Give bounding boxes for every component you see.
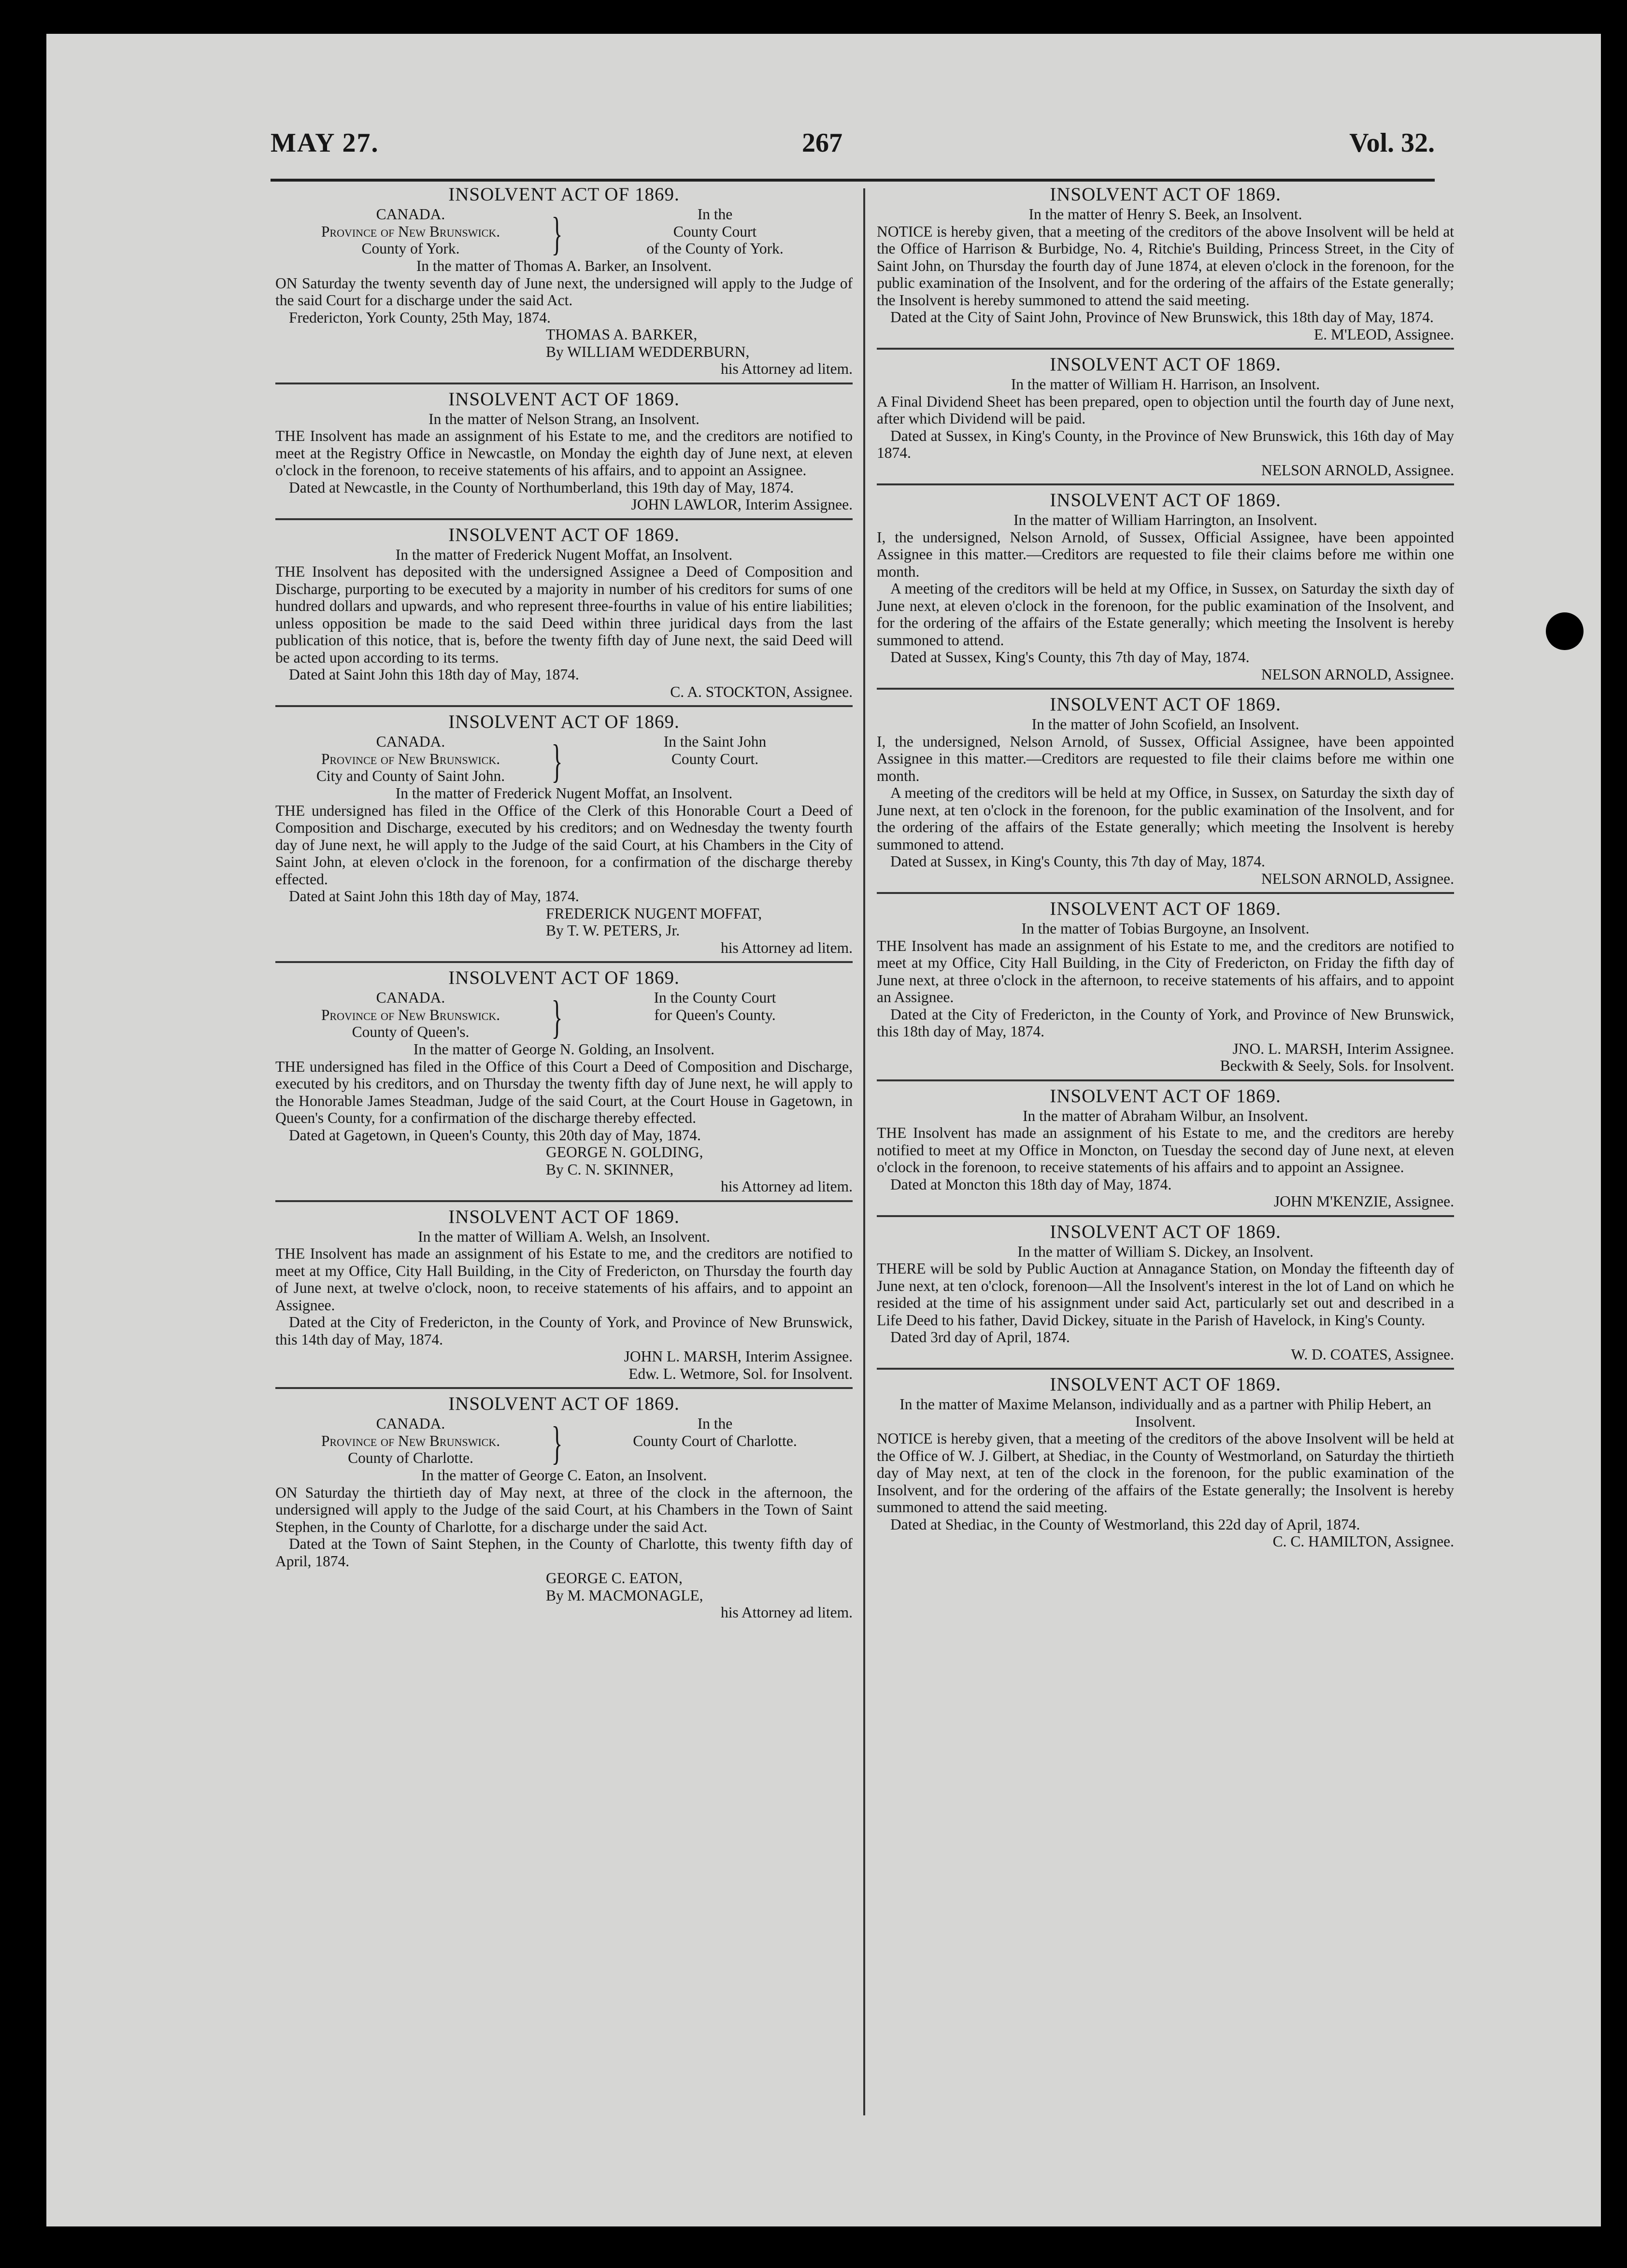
notice-matter: In the matter of George N. Golding, an Insolvent. bbox=[413, 1041, 715, 1058]
notice-matter: In the matter of Abraham Wilbur, an Insolvent. bbox=[1023, 1107, 1308, 1124]
notice-body: ON Saturday the twenty seventh day of June next, the undersigned will apply to the Judge of the said Court for a discharge under the said Act. bbox=[275, 274, 853, 309]
notice-matter: In the matter of Thomas A. Barker, an Insolvent. bbox=[416, 257, 712, 274]
notice-heading: INSOLVENT ACT OF 1869. bbox=[448, 1206, 680, 1227]
insolvency-notice bbox=[877, 483, 1454, 685]
notice-dated: Dated at the Town of Saint Stephen, in the County of Charlotte, this twenty fifth day of April, 1874. bbox=[275, 1535, 853, 1570]
court-line: County Court. bbox=[671, 750, 759, 767]
notice-signature: By M. MACMONAGLE, bbox=[546, 1587, 703, 1604]
notice-body: I, the undersigned, Nelson Arnold, of Sussex, Official Assignee, have been appointed Assignee in this matter.—Creditors are requested to file their claims before me within one month. bbox=[877, 733, 1454, 784]
insolvency-notice bbox=[275, 705, 853, 958]
notice-body: A Final Dividend Sheet has been prepared, open to objection until the fourth day of June next, after which Dividend will be paid. bbox=[877, 393, 1454, 427]
jurisdiction-line: CANADA. bbox=[376, 989, 445, 1006]
jurisdiction-line: Province of New Brunswick. bbox=[321, 750, 500, 767]
notice-dated: Dated at Moncton this 18th day of May, 1874. bbox=[890, 1176, 1172, 1193]
right-column bbox=[877, 184, 1454, 1552]
jurisdiction-line: Province of New Brunswick. bbox=[321, 1006, 500, 1023]
insolvency-notice bbox=[877, 1079, 1454, 1212]
masthead bbox=[271, 128, 1435, 168]
notice-signature: GEORGE N. GOLDING, bbox=[546, 1144, 703, 1161]
notice-signature: FREDERICK NUGENT MOFFAT, bbox=[546, 905, 762, 922]
notice-signature: NELSON ARNOLD, Assignee. bbox=[1261, 870, 1454, 887]
court-caption bbox=[275, 989, 853, 1041]
notice-body: THERE will be sold by Public Auction at Annagance Station, on Monday the fifteenth day of June next, at ten o'clock, forenoon—All the Insolvent's interest in the lot of Land on which he resided at the time of his assignment under said Act, particularly set out and described in a Life Deed to his father, David Dickey, situate in the Parish of Havelock, in King's County. bbox=[877, 1260, 1454, 1329]
notice-dated: Dated at Shediac, in the County of Westmorland, this 22d day of April, 1874. bbox=[890, 1516, 1360, 1533]
notice-heading: INSOLVENT ACT OF 1869. bbox=[448, 524, 680, 545]
notice-dated: Dated at Newcastle, in the County of Northumberland, this 19th day of May, 1874. bbox=[289, 479, 794, 496]
notice-body-continued: A meeting of the creditors will be held at my Office, in Sussex, on Saturday the sixth day of June next, at ten o'clock in the forenoon, for the public examination of the Insolvent, and for the ordering of the affairs of the Estate generally; which meeting the Insolvent is hereby summoned to attend. bbox=[877, 784, 1454, 853]
court-line: County Court of Charlotte. bbox=[633, 1432, 797, 1449]
court-name bbox=[580, 206, 850, 257]
notice-matter: In the matter of Henry S. Beek, an Insolvent. bbox=[1028, 206, 1302, 223]
notice-matter: In the matter of William S. Dickey, an Insolvent. bbox=[1017, 1243, 1313, 1260]
notice-signature: W. D. COATES, Assignee. bbox=[1291, 1346, 1454, 1363]
notice-matter: In the matter of Maxime Melanson, individually and as a partner with Philip Hebert, an Insolvent. bbox=[899, 1396, 1431, 1430]
notice-heading: INSOLVENT ACT OF 1869. bbox=[1050, 1221, 1281, 1242]
notice-body: NOTICE is hereby given, that a meeting of the creditors of the above Insolvent will be held at the Office of Harrison & Burbidge, No. 4, Ritchie's Building, Princess Street, in the City of Saint John, on Thursday the fourth day of June 1874, at eleven o'clock in the forenoon, for the public examination of the Insolvent, and for the ordering of the affairs of the Estate generally; the Insolvent is hereby summoned to attend the said meeting. bbox=[877, 223, 1454, 309]
notice-heading: INSOLVENT ACT OF 1869. bbox=[448, 711, 680, 732]
brace-glyph: } bbox=[551, 208, 563, 259]
notice-signature: By WILLIAM WEDDERBURN, bbox=[546, 343, 750, 360]
notice-signature: C. C. HAMILTON, Assignee. bbox=[1272, 1533, 1454, 1550]
notice-matter: In the matter of William Harrington, an Insolvent. bbox=[1013, 511, 1317, 528]
brace-glyph: } bbox=[551, 991, 563, 1043]
notice-signature: By T. W. PETERS, Jr. bbox=[546, 922, 680, 939]
notice-heading: INSOLVENT ACT OF 1869. bbox=[448, 388, 680, 410]
insolvency-notice bbox=[877, 348, 1454, 481]
notice-signature: his Attorney ad litem. bbox=[721, 1178, 853, 1195]
notice-heading: INSOLVENT ACT OF 1869. bbox=[1050, 694, 1281, 715]
notice-dated: Dated at the City of Fredericton, in the County of York, and Province of New Brunswick, this 14th day of May, 1874. bbox=[275, 1314, 853, 1348]
notice-body: THE Insolvent has made an assignment of his Estate to me, and the creditors are notified to meet at my Office, City Hall Building, in the City of Fredericton, on Friday the fifth day of June next, at three o'clock in the afternoon, to receive statements of his affairs, and to appoint an Assignee. bbox=[877, 937, 1454, 1006]
notice-heading: INSOLVENT ACT OF 1869. bbox=[1050, 354, 1281, 375]
insolvency-notice bbox=[275, 184, 853, 380]
notice-signature: Beckwith & Seely, Sols. for Insolvent. bbox=[1220, 1057, 1454, 1074]
notice-dated: Dated at Sussex, in King's County, in the Province of New Brunswick, this 16th day of May 1874. bbox=[877, 427, 1454, 461]
notice-body: NOTICE is hereby given, that a meeting of the creditors of the above Insolvent will be held at the Office of W. J. Gilbert, at Shediac, in the County of Westmorland, on Saturday the thirtieth day of May next, at ten of the clock in the forenoon, for the public examination of the Insolvent, and for the ordering of the affairs of the Estate generally; the Insolvent is hereby summoned to attend the said meeting. bbox=[877, 1430, 1454, 1516]
notice-signature: NELSON ARNOLD, Assignee. bbox=[1261, 461, 1454, 479]
notice-dated: Fredericton, York County, 25th May, 1874. bbox=[289, 309, 551, 326]
notice-body: THE undersigned has filed in the Office of this Court a Deed of Composition and Discharge, executed by his creditors, and on Thursday the twenty fifth day of June next, he will apply to the Honorable James Steadman, Judge of the said Court, at the Court House in Gagetown, in Queen's County, for a confirmation of the discharge thereby effected. bbox=[275, 1058, 853, 1126]
notice-signature: his Attorney ad litem. bbox=[721, 939, 853, 956]
notice-heading: INSOLVENT ACT OF 1869. bbox=[1050, 898, 1281, 919]
court-line: for Queen's County. bbox=[654, 1006, 776, 1023]
insolvency-notice bbox=[877, 892, 1454, 1077]
masthead-rule bbox=[271, 179, 1435, 182]
notice-signature: THOMAS A. BARKER, bbox=[546, 326, 698, 343]
notice-body: ON Saturday the thirtieth day of May next, at three of the clock in the afternoon, the undersigned will apply to the Judge of the said Court, at his Chambers in the Town of Saint Stephen, in the County of Charlotte, for a discharge under the said Act. bbox=[275, 1484, 853, 1535]
court-jurisdiction bbox=[275, 1415, 546, 1467]
notice-heading: INSOLVENT ACT OF 1869. bbox=[448, 1393, 680, 1414]
notice-dated: Dated at Saint John this 18th day of May, 1874. bbox=[289, 888, 579, 905]
court-line: County Court bbox=[673, 223, 757, 240]
notice-dated: Dated at the City of Fredericton, in the County of York, and Province of New Brunswick, this 18th day of May, 1874. bbox=[877, 1006, 1454, 1040]
court-caption bbox=[275, 206, 853, 257]
notice-body: THE Insolvent has made an assignment of his Estate to me, and the creditors are hereby notified to meet at my Office in Moncton, on Tuesday the second day of June next, at eleven o'clock in the forenoon, to receive statements of his affairs and to appoint an Assignee. bbox=[877, 1124, 1454, 1176]
insolvency-notice bbox=[877, 184, 1454, 345]
court-line: In the Saint John bbox=[663, 733, 767, 750]
court-line: of the County of York. bbox=[646, 240, 784, 257]
jurisdiction-line: County of Charlotte. bbox=[348, 1449, 473, 1466]
notice-body: THE undersigned has filed in the Office of the Clerk of this Honorable Court a Deed of Composition and Discharge, executed by his creditors; and on Wednesday the twenty fourth day of June next, he will apply to the Judge of the said Court, at his Chambers in the City of Saint John, at eleven o'clock in the forenoon, for a confirmation of the discharge thereby effected. bbox=[275, 802, 853, 888]
notice-body: I, the undersigned, Nelson Arnold, of Sussex, Official Assignee, have been appointed Assignee in this matter.—Creditors are requested to file their claims before me within one month. bbox=[877, 528, 1454, 580]
court-name bbox=[580, 989, 850, 1023]
jurisdiction-line: County of York. bbox=[361, 240, 460, 257]
notice-body: THE Insolvent has deposited with the undersigned Assignee a Deed of Composition and Discharge, purporting to be executed by a majority in number of his creditors for sums of one hundred dollars and upwards, and who represent three-fourths in value of his entire liabilities; unless opposition be made to the said Deed within three juridical days from the last publication of this notice, that is, before the twenty fifth day of June next, the said Deed will be acted upon according to its terms. bbox=[275, 563, 853, 666]
notice-signature: NELSON ARNOLD, Assignee. bbox=[1261, 666, 1454, 683]
notice-signature: Edw. L. Wetmore, Sol. for Insolvent. bbox=[628, 1365, 853, 1382]
notice-signature: JOHN LAWLOR, Interim Assignee. bbox=[631, 496, 853, 513]
notice-dated: Dated at Sussex, King's County, this 7th day of May, 1874. bbox=[890, 649, 1250, 666]
notice-matter: In the matter of Frederick Nugent Moffat, an Insolvent. bbox=[395, 546, 733, 563]
notice-signature: E. M'LEOD, Assignee. bbox=[1313, 326, 1454, 343]
notice-matter: In the matter of George C. Eaton, an Insolvent. bbox=[421, 1467, 707, 1484]
insolvency-notice bbox=[275, 383, 853, 515]
court-caption bbox=[275, 733, 853, 785]
notice-signature: JOHN L. MARSH, Interim Assignee. bbox=[624, 1348, 853, 1365]
notice-signature: By C. N. SKINNER, bbox=[546, 1161, 674, 1178]
notice-matter: In the matter of Tobias Burgoyne, an Insolvent. bbox=[1021, 920, 1310, 937]
insolvency-notice bbox=[877, 1368, 1454, 1552]
notice-dated: Dated at the City of Saint John, Province of New Brunswick, this 18th day of May, 1874. bbox=[890, 309, 1434, 326]
notice-dated: Dated at Sussex, in King's County, this 7th day of May, 1874. bbox=[890, 853, 1265, 870]
insolvency-notice bbox=[877, 688, 1454, 889]
notice-signature: C. A. STOCKTON, Assignee. bbox=[670, 683, 853, 700]
insolvency-notice bbox=[275, 518, 853, 703]
notice-matter: In the matter of Nelson Strang, an Insolvent. bbox=[428, 410, 699, 427]
punch-hole bbox=[1546, 612, 1584, 650]
court-jurisdiction bbox=[275, 733, 546, 785]
brace-glyph: } bbox=[551, 1417, 563, 1469]
insolvency-notice bbox=[275, 1200, 853, 1385]
volume-number: Vol. 32. bbox=[1349, 128, 1435, 158]
notice-matter: In the matter of William A. Welsh, an Insolvent. bbox=[418, 1228, 710, 1245]
brace-glyph: } bbox=[551, 735, 563, 787]
notice-heading: INSOLVENT ACT OF 1869. bbox=[1050, 1085, 1281, 1106]
court-jurisdiction bbox=[275, 989, 546, 1041]
insolvency-notice bbox=[877, 1215, 1454, 1365]
notice-matter: In the matter of William H. Harrison, an Insolvent. bbox=[1011, 376, 1320, 393]
jurisdiction-line: City and County of Saint John. bbox=[316, 767, 505, 784]
jurisdiction-line: Province of New Brunswick. bbox=[321, 223, 500, 240]
notice-dated: Dated at Saint John this 18th day of May, 1874. bbox=[289, 666, 579, 683]
insolvency-notice bbox=[275, 1387, 853, 1623]
notice-body-continued: A meeting of the creditors will be held at my Office, in Sussex, on Saturday the sixth day of June next, at eleven o'clock in the forenoon, for the public examination of the Insolvent, and for the ordering of the affairs of the Estate generally; which meeting the Insolvent is hereby summoned to attend. bbox=[877, 580, 1454, 649]
jurisdiction-line: County of Queen's. bbox=[352, 1023, 470, 1040]
left-column bbox=[275, 184, 853, 1623]
court-caption bbox=[275, 1415, 853, 1467]
notice-signature: JOHN M'KENZIE, Assignee. bbox=[1273, 1193, 1454, 1210]
notice-matter: In the matter of Frederick Nugent Moffat, an Insolvent. bbox=[395, 785, 733, 802]
court-name bbox=[580, 1415, 850, 1449]
notice-dated: Dated at Gagetown, in Queen's County, this 20th day of May, 1874. bbox=[289, 1126, 701, 1144]
court-jurisdiction bbox=[275, 206, 546, 257]
notice-heading: INSOLVENT ACT OF 1869. bbox=[1050, 1374, 1281, 1395]
page-number: 267 bbox=[802, 128, 842, 158]
jurisdiction-line: Province of New Brunswick. bbox=[321, 1432, 500, 1449]
notice-signature: his Attorney ad litem. bbox=[721, 360, 853, 377]
notice-dated: Dated 3rd day of April, 1874. bbox=[890, 1329, 1070, 1346]
notice-signature: his Attorney ad litem. bbox=[721, 1604, 853, 1621]
column-rule bbox=[863, 188, 865, 2115]
notice-body: THE Insolvent has made an assignment of his Estate to me, and the creditors are notified to meet at the Registry Office in Newcastle, on Monday the eighth day of June next, at eleven o'clock in the forenoon, to receive statements of his affairs, and to appoint an Assignee. bbox=[275, 427, 853, 479]
notice-heading: INSOLVENT ACT OF 1869. bbox=[1050, 490, 1281, 510]
notice-heading: INSOLVENT ACT OF 1869. bbox=[1050, 184, 1281, 205]
jurisdiction-line: CANADA. bbox=[376, 206, 445, 223]
notice-signature: JNO. L. MARSH, Interim Assignee. bbox=[1232, 1040, 1454, 1057]
jurisdiction-line: CANADA. bbox=[376, 733, 445, 750]
court-line: In the bbox=[697, 1415, 733, 1432]
court-line: In the County Court bbox=[654, 989, 776, 1006]
issue-date: MAY 27. bbox=[271, 128, 379, 158]
notice-signature: GEORGE C. EATON, bbox=[546, 1570, 683, 1587]
insolvency-notice bbox=[275, 961, 853, 1197]
notice-heading: INSOLVENT ACT OF 1869. bbox=[448, 184, 680, 205]
notice-heading: INSOLVENT ACT OF 1869. bbox=[448, 967, 680, 988]
notice-body: THE Insolvent has made an assignment of his Estate to me, and the creditors are notified to meet at my Office, City Hall Building, in the City of Fredericton, on Thursday the fourth day of June next, at twelve o'clock, noon, to receive statements of his affairs, and to appoint an Assignee. bbox=[275, 1245, 853, 1314]
court-name bbox=[580, 733, 850, 767]
court-line: In the bbox=[697, 206, 733, 223]
jurisdiction-line: CANADA. bbox=[376, 1415, 445, 1432]
notice-matter: In the matter of John Scofield, an Insolvent. bbox=[1031, 716, 1299, 733]
